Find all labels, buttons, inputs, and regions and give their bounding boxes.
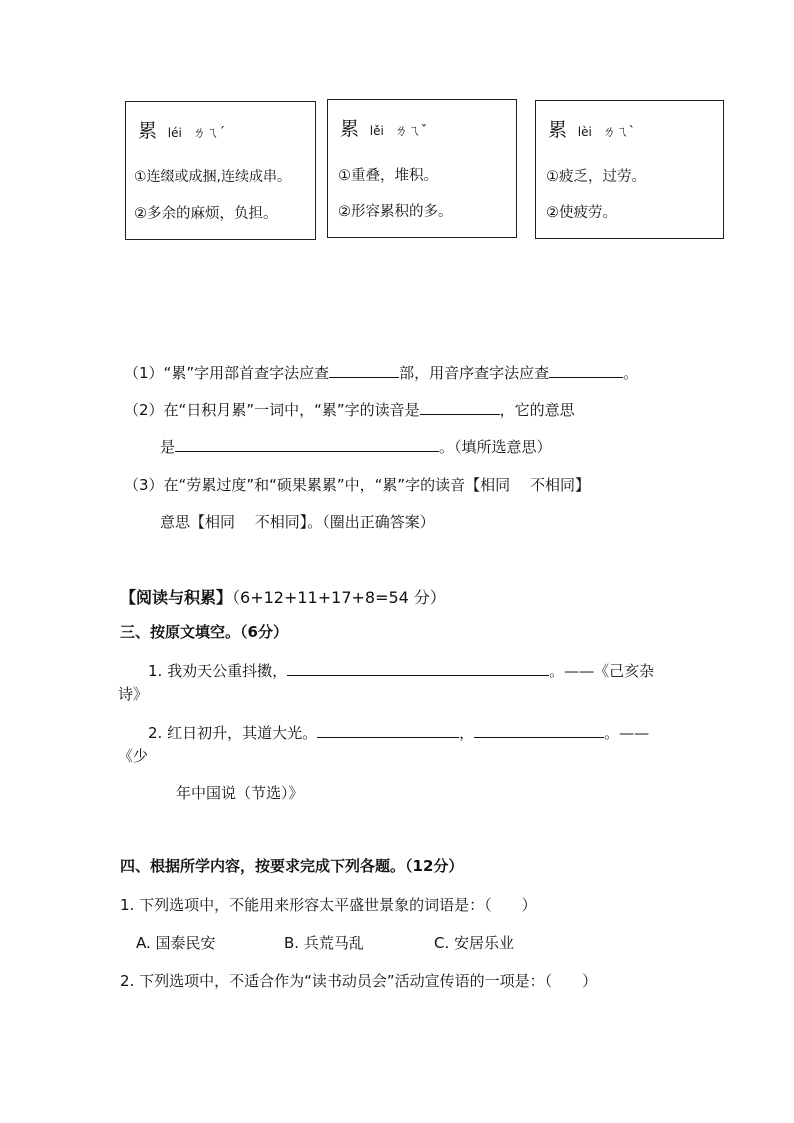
dict-box-lei4 [535, 100, 724, 239]
dict-pinyin: lěi [369, 124, 384, 138]
question-2-text-d: 。（填所选意思） [439, 438, 552, 456]
item-2-text-c: 。—— [604, 724, 650, 742]
dict-pinyin: léi [167, 126, 182, 140]
dict-zhuyin: ㄌㄟˊ [192, 126, 226, 141]
answer-blank[interactable] [329, 362, 399, 378]
section-3-item-1 [148, 660, 654, 681]
answer-blank[interactable] [317, 722, 459, 738]
section-4-question-1: 1. 下列选项中，不能用来形容太平盛世景象的词语是：（ ） [120, 896, 537, 914]
dict-box-lei3 [327, 99, 517, 238]
question-1 [124, 362, 638, 383]
section-reading-title: 【阅读与积累】 [120, 588, 233, 607]
question-2-cont [160, 436, 552, 457]
dict-zhuyin: ㄌㄟˋ [602, 125, 636, 140]
question-2-text-c: 是 [160, 438, 176, 456]
question-1-text-a: （1）“累”字用部首查字法应查 [124, 364, 330, 382]
dict-char: 累 [340, 118, 360, 140]
question-1-text-c: 。 [623, 364, 639, 382]
dict-def: ①疲乏，过劳。 [546, 169, 646, 185]
option-b[interactable]: B. 兵荒马乱 [284, 934, 364, 952]
question-2-text-a: （2）在“日积月累”一词中，“累”字的读音是 [124, 401, 420, 419]
dict-head [548, 115, 635, 142]
option-c[interactable]: C. 安居乐业 [434, 934, 515, 952]
dict-box-lei2 [125, 101, 316, 240]
section-4-question-2: 2. 下列选项中，不适合作为“读书动员会”活动宣传语的一项是：（ ） [120, 972, 598, 990]
section-3-item-2 [148, 722, 649, 743]
dict-head [340, 114, 427, 141]
answer-blank[interactable] [175, 436, 439, 452]
dict-def: ②使疲劳。 [546, 205, 617, 221]
question-2-text-b: ，它的意思 [499, 401, 575, 419]
item-1-text-a: 1. 我劝天公重抖擞， [148, 662, 288, 680]
item-1-text-b: 。——《己亥杂 [549, 662, 655, 680]
dict-def: ②形容累积的多。 [338, 204, 453, 220]
item-1-text-c: 诗》 [118, 685, 149, 703]
dict-pinyin: lèi [577, 125, 592, 139]
section-4-title: 四、根据所学内容，按要求完成下列各题。（12分） [120, 857, 464, 875]
item-2-text-a: 2. 红日初升，其道大光。 [148, 724, 318, 742]
question-3 [124, 474, 590, 495]
dict-def: ②多余的麻烦，负担。 [134, 206, 278, 222]
dict-head [138, 116, 225, 143]
dict-char: 累 [138, 120, 158, 142]
question-3-text-b[interactable]: 意思【相同 不相同】。（圈出正确答案） [160, 513, 435, 531]
item-2-text-d: 《少 [118, 747, 149, 765]
dict-char: 累 [548, 119, 568, 141]
section-reading-score: （6+12+11+17+8=54 分） [232, 588, 446, 607]
dict-zhuyin: ㄌㄟˇ [394, 124, 428, 139]
dict-def: ①重叠，堆积。 [338, 168, 438, 184]
section-reading-header [120, 585, 446, 608]
answer-blank[interactable] [287, 660, 549, 676]
answer-blank[interactable] [420, 399, 500, 415]
question-3-text-a[interactable]: （3）在“劳累过度”和“硕果累累”中，“累”字的读音【相同 不相同】 [124, 476, 590, 494]
section-3-title: 三、按原文填空。（6分） [120, 623, 288, 641]
dict-def: ①连缀或成捆,连续成串。 [134, 169, 292, 185]
question-1-text-b: 部，用音序查字法应查 [399, 364, 550, 382]
item-2-text-e: 年中国说（节选）》 [176, 784, 304, 802]
item-2-text-b: ， [459, 724, 475, 742]
answer-blank[interactable] [474, 722, 604, 738]
question-2 [124, 399, 575, 420]
answer-blank[interactable] [549, 362, 623, 378]
question-3-cont [160, 511, 435, 532]
option-a[interactable]: A. 国泰民安 [136, 934, 216, 952]
